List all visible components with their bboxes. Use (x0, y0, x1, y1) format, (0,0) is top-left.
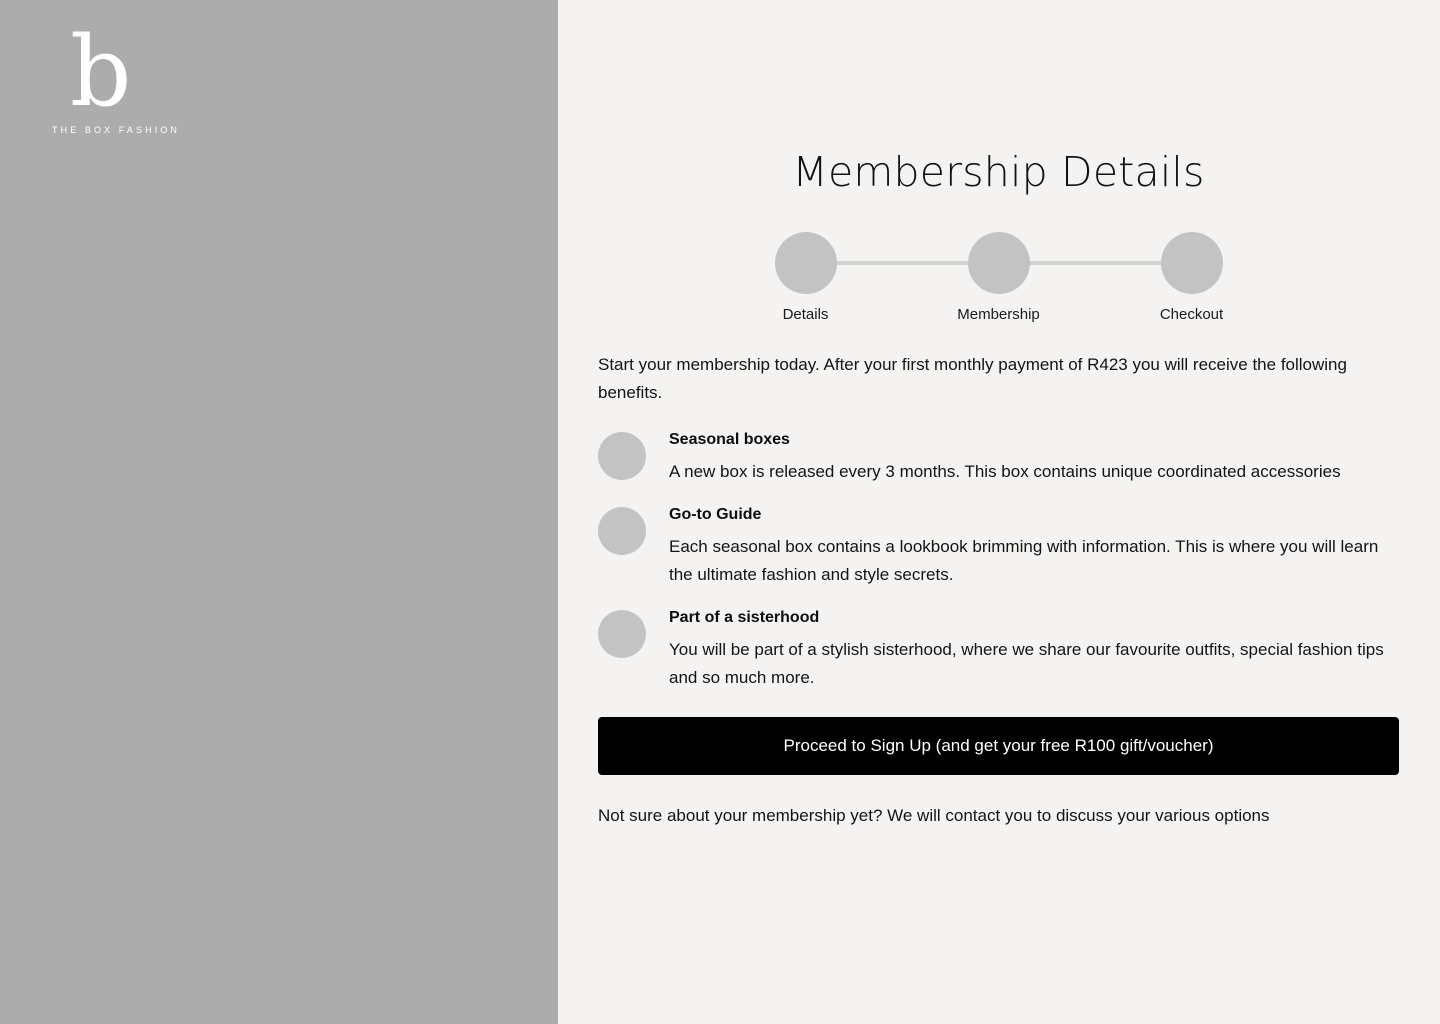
benefit-body (669, 608, 1399, 691)
benefit-title: Seasonal boxes (669, 431, 790, 449)
benefit-title: Part of a sisterhood (669, 609, 820, 627)
brand-panel (0, 0, 558, 1024)
benefit-bullet-icon (598, 432, 646, 480)
proceed-to-sign-up-button[interactable]: Proceed to Sign Up (and get your free R100 gift/voucher) (598, 717, 1399, 775)
benefit-body (669, 505, 1399, 588)
step-dot-icon (1161, 232, 1223, 294)
benefit-body (669, 430, 1399, 485)
list-item (598, 608, 1399, 691)
content-column (598, 0, 1399, 829)
benefit-bullet-icon (598, 507, 646, 555)
benefit-description: Each seasonal box contains a lookbook brimming with information. This is where you will learn the ultimate fashion and style secrets. (669, 537, 1379, 584)
intro-paragraph: Start your membership today. After your first monthly payment of R423 you will receive the following benefits. (598, 355, 1347, 402)
list-item (598, 505, 1399, 588)
stepper-step-membership[interactable] (939, 232, 1059, 328)
benefit-bullet-icon (598, 610, 646, 658)
benefit-description: A new box is released every 3 months. This box contains unique coordinated accessories (669, 461, 1341, 481)
brand-logo[interactable] (52, 28, 232, 138)
list-item (598, 430, 1399, 485)
benefit-description: You will be part of a stylish sisterhood, where we share our favourite outfits, special fashion tips and so much more. (669, 640, 1384, 687)
stepper-step-checkout[interactable] (1132, 232, 1252, 328)
brand-wordmark: THE BOX FASHION (52, 125, 181, 135)
page-title: Membership Details (792, 148, 1205, 196)
stepper-steps (746, 232, 1252, 328)
step-dot-icon (775, 232, 837, 294)
step-dot-icon (968, 232, 1030, 294)
contact-footnote: Not sure about your membership yet? We will contact you to discuss your various options (598, 806, 1270, 826)
progress-stepper (746, 232, 1252, 328)
stepper-step-label: Checkout (1159, 306, 1224, 324)
benefits-list (598, 430, 1399, 691)
stepper-step-label: Details (782, 306, 829, 324)
brand-monogram-b-icon: b (70, 28, 132, 120)
content-panel (558, 0, 1440, 1024)
benefit-title: Go-to Guide (669, 506, 762, 524)
stepper-step-label: Membership (957, 306, 1040, 324)
stepper-step-details[interactable] (746, 232, 866, 328)
